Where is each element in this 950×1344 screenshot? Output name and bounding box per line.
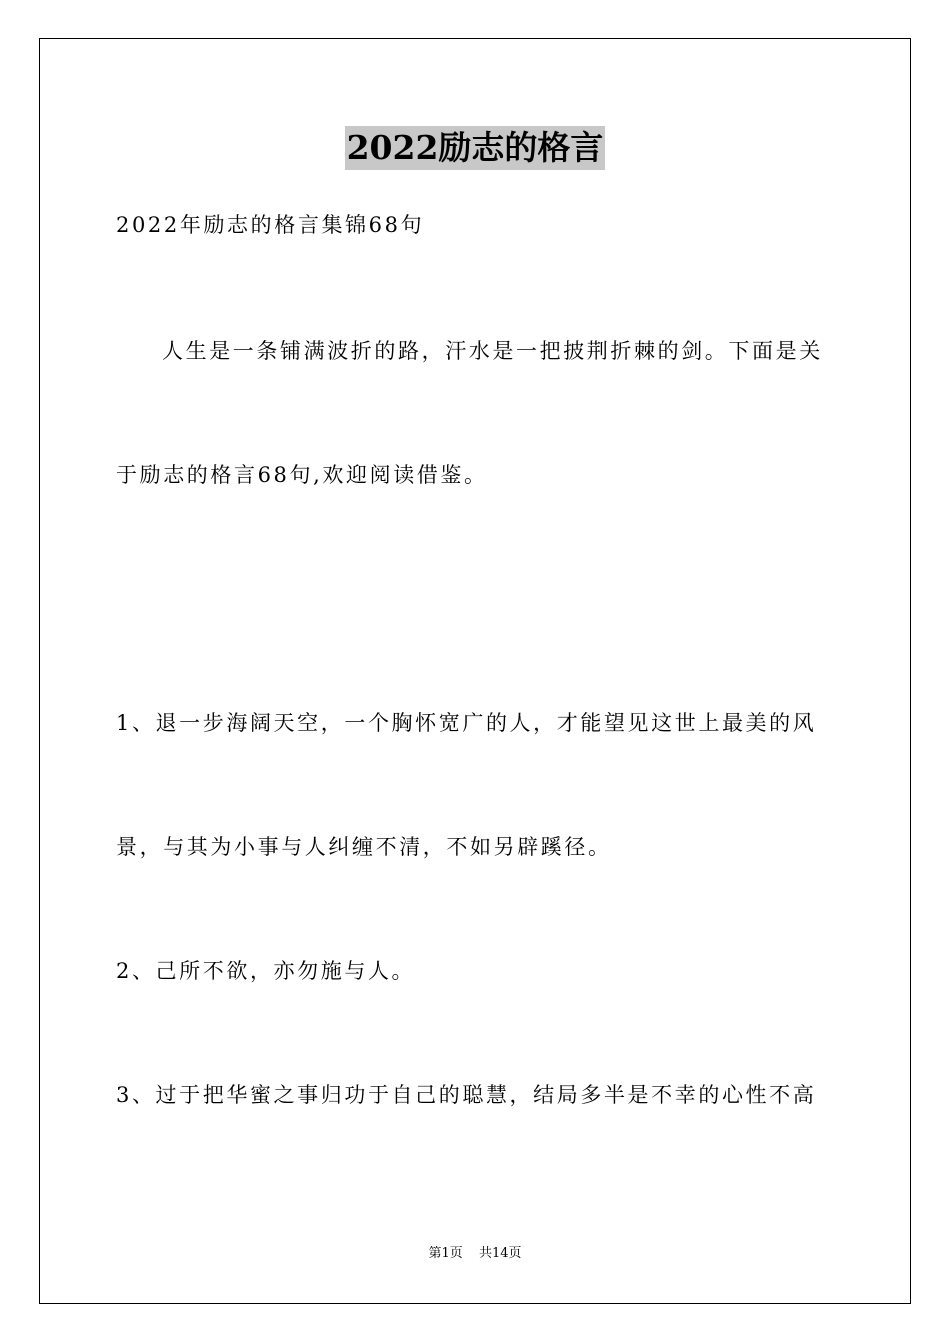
list-item-3-line-1: 3、过于把华蜜之事归功于自己的聪慧，结局多半是不幸的心性不高 [116,1083,817,1107]
document-subtitle: 2022年励志的格言集锦68句 [116,213,425,237]
intro-line-2: 于励志的格言68句,欢迎阅读借鉴。 [116,463,488,487]
intro-line-1: 人生是一条铺满波折的路，汗水是一把披荆折棘的剑。下面是关 [162,339,823,363]
page-number-total: 共14页 [478,1246,522,1261]
page-footer [0,1245,950,1263]
document-title: 2022励志的格言 [345,126,606,170]
title-container [0,126,950,170]
list-item-1-line-2: 景，与其为小事与人纠缠不清，不如另辟蹊径。 [116,835,612,859]
list-item-1-line-1: 1、退一步海阔天空，一个胸怀宽广的人，才能望见这世上最美的风 [116,711,817,735]
page-number-current: 第1页 [428,1246,463,1261]
list-item-2-line-1: 2、己所不欲，亦勿施与人。 [116,959,416,983]
